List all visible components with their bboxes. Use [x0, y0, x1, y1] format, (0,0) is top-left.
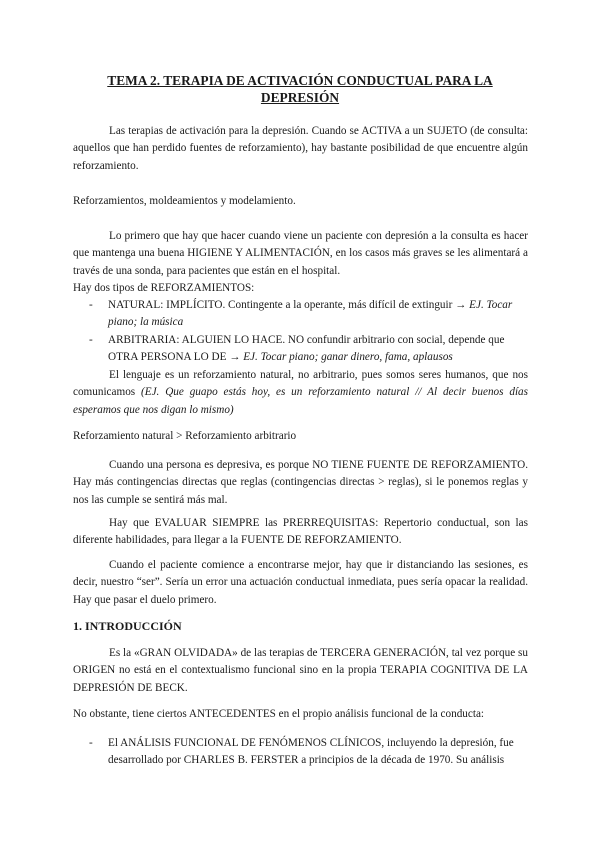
paragraph-sessions: Cuando el paciente comience a encontrarse mejor, hay que ir distanciando las sesiones, es decir, nuestro “ser”. Sería un error una actuación conductual inmediata, pues sería opacar la realidad. Hay que pasar el duelo primero. [73, 559, 528, 606]
antecedents-list [73, 735, 528, 770]
title-line-2: DEPRESIÓN [260, 90, 340, 105]
list-item-text: El ANÁLISIS FUNCIONAL DE FENÓMENOS CLÍNICOS, incluyendo la depresión, fue desarrollado por CHARLES B. FERSTER a principios de la década de 1970. Su análisis [108, 737, 514, 767]
document-title [95, 72, 505, 106]
paragraph-language [73, 367, 528, 419]
paragraph-hygiene: Lo primero que hay que hacer cuando viene un paciente con depresión a la consulta es hacer que mantenga una buena HIGIENE Y ALIMENTACIÓN, en los casos más graves se les alimentará a través de una sonda, para pacientes que están en el hospital. [73, 230, 528, 277]
list-item-example: EJ. Tocar piano; la música [108, 299, 513, 329]
paragraph-depressive: Cuando una persona es depresiva, es porque NO TIENE FUENTE DE REFORZAMIENTO. Hay más contingencias directas que reglas (contingencias directas > reglas), si le ponemos reglas y nos las cumple se sentirá más mal. [73, 459, 528, 506]
paragraph-reinforcements: Reforzamientos, moldeamientos y modelamiento. [73, 195, 296, 207]
list-item-arbitrary [73, 332, 528, 367]
list-item-text: ARBITRARIA: ALGUIEN LO HACE. NO confundir arbitrario con social, depende que OTRA PERSONA LO DE → [108, 333, 505, 364]
list-dash: - [89, 299, 93, 311]
title-line-1: TEMA 2. TERAPIA DE ACTIVACIÓN CONDUCTUAL PARA LA [107, 73, 493, 88]
section-heading-introduccion: 1. INTRODUCCIÓN [73, 619, 182, 633]
paragraph-natural-vs-arbitrary: Reforzamiento natural > Reforzamiento arbitrario [73, 430, 297, 442]
paragraph-antecedents: No obstante, tiene ciertos ANTECEDENTES en el propio análisis funcional de la conducta: [73, 708, 485, 720]
paragraph-forgotten: Es la «GRAN OLVIDADA» de las terapias de TERCERA GENERACIÓN, tal vez porque su ORIGEN no está en el contextualismo funcional sino en la propia TERAPIA COGNITIVA DE LA DEPRESIÓN DE BECK. [73, 647, 528, 694]
list-item-natural [73, 297, 528, 332]
paragraph-activation: Las terapias de activación para la depresión. Cuando se ACTIVA a un SUJETO (de consulta: aquellos que han perdido fuentes de reforzamiento), hay bastante posibilidad de que encuentre algún reforzamiento. [73, 125, 528, 172]
list-dash: - [89, 333, 93, 346]
list-item-example: EJ. Tocar piano; ganar dinero, fama, aplausos [243, 351, 453, 364]
list-dash: - [89, 737, 93, 749]
list-item-text: NATURAL: IMPLÍCITO. Contingente a la operante, más difícil de extinguir → [108, 299, 470, 311]
paragraph-language-text: El lenguaje es un reforzamiento natural, no arbitrario, pues somos seres humanos, que nos comunicamos [73, 369, 528, 399]
paragraph-evaluate: Hay que EVALUAR SIEMPRE las PRERREQUISITAS: Repertorio conductual, son las diferente habilidades, para llegar a la FUENTE DE REFORZAMIENTO. [73, 517, 528, 547]
paragraph-reinforcement-types: Hay dos tipos de REFORZAMIENTOS: [73, 282, 255, 294]
list-item-functional-analysis [73, 735, 528, 770]
reinforcement-types-list [73, 297, 528, 367]
paragraph-language-example: (EJ. Que guapo estás hoy, es un reforzamiento natural // Al decir buenos días esperamos que nos digan lo mismo) [73, 386, 529, 416]
